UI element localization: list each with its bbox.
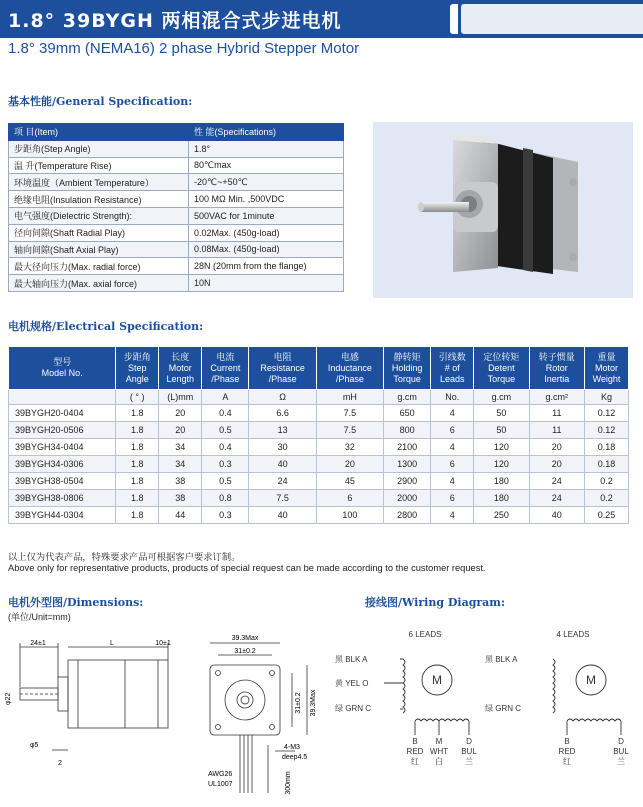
value-cell: 40 bbox=[529, 507, 584, 524]
dim-phi22: φ22 bbox=[5, 692, 12, 705]
unit-cell: (L)mm bbox=[159, 390, 202, 405]
four-lead-d-cn: 兰 bbox=[617, 757, 625, 766]
four-lead-a: 黑 BLK A bbox=[485, 655, 518, 664]
general-spec-heading: 基本性能/General Specification: bbox=[8, 95, 193, 108]
dim-2: 2 bbox=[58, 760, 62, 767]
electrical-column-header bbox=[9, 347, 116, 390]
table-row bbox=[9, 490, 629, 507]
value-cell: 0.8 bbox=[202, 490, 249, 507]
model-cell: 39BYGH20-0404 bbox=[9, 405, 116, 422]
value-cell: 2900 bbox=[383, 473, 431, 490]
six-lead-c: 绿 GRN C bbox=[335, 704, 371, 713]
header-line: 定位转矩 bbox=[483, 351, 520, 362]
value-cell: 34 bbox=[159, 456, 202, 473]
value-cell: 32 bbox=[316, 439, 383, 456]
header-line: Leads bbox=[440, 373, 465, 384]
four-lead-c: 绿 GRN C bbox=[485, 704, 521, 713]
spec-value-cell: 0.02Max. (450g-load) bbox=[189, 224, 344, 241]
model-cell: 39BYGH20-0506 bbox=[9, 422, 116, 439]
table-row bbox=[9, 439, 629, 456]
spec-item-cell: 环境温度（Ambient Temperature） bbox=[9, 174, 189, 191]
electrical-column-header bbox=[202, 347, 249, 390]
value-cell: 800 bbox=[383, 422, 431, 439]
header-line: Detent bbox=[488, 362, 515, 373]
header-line: 型号 bbox=[53, 357, 72, 367]
spec-item-cell: 电气强度(Dielectric Strength): bbox=[9, 207, 189, 224]
unit-cell: A bbox=[202, 390, 249, 405]
general-spec-row bbox=[9, 258, 344, 275]
general-spec-row bbox=[9, 157, 344, 174]
value-cell: 1.8 bbox=[116, 490, 159, 507]
value-cell: 24 bbox=[529, 473, 584, 490]
value-cell: 6 bbox=[431, 456, 474, 473]
table-row bbox=[9, 507, 629, 524]
value-cell: 1.8 bbox=[116, 422, 159, 439]
value-cell: 0.12 bbox=[585, 405, 629, 422]
header-line: Length bbox=[166, 373, 194, 384]
six-lead-d-cn: 兰 bbox=[465, 757, 473, 766]
value-cell: 2800 bbox=[383, 507, 431, 524]
spec-value-cell: 10N bbox=[189, 275, 344, 292]
spec-value-cell: 80℃max bbox=[189, 157, 344, 174]
note-cn: 以上仅为代表产品，特殊要求产品可根据客户要求订制。 bbox=[8, 552, 241, 562]
value-cell: 45 bbox=[316, 473, 383, 490]
electrical-spec-table bbox=[8, 346, 629, 524]
electrical-column-header bbox=[585, 347, 629, 390]
four-lead-d-letter: D bbox=[618, 737, 624, 746]
header-line: # of bbox=[444, 362, 460, 373]
unit-cell: g.cm² bbox=[529, 390, 584, 405]
general-spec-row bbox=[9, 224, 344, 241]
value-cell: 34 bbox=[159, 439, 202, 456]
spec-value-cell: 1.8° bbox=[189, 140, 344, 157]
header-line: Motor bbox=[168, 362, 192, 373]
units-row bbox=[9, 390, 629, 405]
value-cell: 0.2 bbox=[585, 473, 629, 490]
six-lead-d-letter: D bbox=[466, 737, 472, 746]
value-cell: 0.18 bbox=[585, 456, 629, 473]
value-cell: 1.8 bbox=[116, 507, 159, 524]
value-cell: 1300 bbox=[383, 456, 431, 473]
unit-cell: ( ° ) bbox=[116, 390, 159, 405]
value-cell: 0.3 bbox=[202, 507, 249, 524]
four-motor-symbol: M bbox=[586, 673, 596, 687]
value-cell: 180 bbox=[474, 473, 529, 490]
dim-lead-length: 300mm bbox=[285, 771, 292, 795]
header-line: 静转矩 bbox=[393, 351, 421, 362]
electrical-column-header bbox=[316, 347, 383, 390]
header-line: 电阻 bbox=[273, 351, 292, 362]
title-banner bbox=[0, 0, 643, 38]
header-line: Step bbox=[127, 362, 147, 373]
value-cell: 180 bbox=[474, 490, 529, 507]
six-lead-b-cn: 红 bbox=[411, 757, 419, 766]
four-leads-title: 4 LEADS bbox=[556, 630, 590, 639]
header-line: Model No. bbox=[41, 368, 83, 378]
header-line: Weight bbox=[592, 373, 621, 384]
value-cell: 1.8 bbox=[116, 439, 159, 456]
dim-ul: UL1007 bbox=[208, 781, 233, 788]
four-lead-b-cn: 红 bbox=[563, 757, 571, 766]
unit-cell: Ω bbox=[249, 390, 317, 405]
value-cell: 1.8 bbox=[116, 456, 159, 473]
dim-phi5: φ5 bbox=[30, 742, 39, 749]
electrical-column-header bbox=[474, 347, 529, 390]
four-lead-d-color: BUL bbox=[613, 747, 629, 756]
value-cell: 44 bbox=[159, 507, 202, 524]
value-cell: 0.4 bbox=[202, 439, 249, 456]
motor-photo bbox=[373, 122, 633, 298]
banner-tab-panel bbox=[461, 4, 643, 34]
value-cell: 6 bbox=[316, 490, 383, 507]
value-cell: 0.5 bbox=[202, 422, 249, 439]
general-spec-header-row bbox=[9, 124, 344, 141]
value-cell: 250 bbox=[474, 507, 529, 524]
value-cell: 24 bbox=[529, 490, 584, 507]
spec-value-cell: 性 能(Specifications) bbox=[189, 124, 344, 141]
header-line: 电感 bbox=[340, 351, 359, 362]
value-cell: 40 bbox=[249, 456, 317, 473]
general-spec-row bbox=[9, 275, 344, 292]
six-lead-b-letter: B bbox=[412, 737, 418, 746]
model-cell: 39BYGH34-0404 bbox=[9, 439, 116, 456]
value-cell: 2000 bbox=[383, 490, 431, 507]
value-cell: 6 bbox=[431, 490, 474, 507]
spec-item-cell: 径向间隙(Shaft Radial Play) bbox=[9, 224, 189, 241]
general-spec-row bbox=[9, 207, 344, 224]
dim-width-max: 39.3Max bbox=[231, 635, 259, 642]
header-line: /Phase bbox=[335, 373, 364, 384]
header-line: Angle bbox=[125, 373, 149, 384]
wiring-heading: 接线图/Wiring Diagram: bbox=[365, 596, 506, 609]
value-cell: 24 bbox=[249, 473, 317, 490]
value-cell: 20 bbox=[159, 422, 202, 439]
header-line: Inertia bbox=[544, 373, 570, 384]
six-lead-m-cn: 白 bbox=[435, 757, 443, 766]
spec-item-cell: 最大轴向压力(Max. axial force) bbox=[9, 275, 189, 292]
spec-value-cell: 0.08Max. (450g-load) bbox=[189, 241, 344, 258]
value-cell: 4 bbox=[431, 473, 474, 490]
electrical-column-header bbox=[431, 347, 474, 390]
value-cell: 0.4 bbox=[202, 405, 249, 422]
stepper-motor-illustration bbox=[373, 122, 633, 298]
dim-24: 24±1 bbox=[30, 640, 46, 647]
header-line: Rotor bbox=[545, 362, 568, 373]
six-lead-d-color: BUL bbox=[461, 747, 477, 756]
table-row bbox=[9, 405, 629, 422]
dimensions-heading: 电机外型图/Dimensions: bbox=[8, 596, 144, 609]
header-line: 引线数 bbox=[438, 351, 466, 362]
banner-tab-decoration bbox=[450, 4, 458, 34]
value-cell: 4 bbox=[431, 405, 474, 422]
value-cell: 0.25 bbox=[585, 507, 629, 524]
header-line: Inductance bbox=[327, 362, 372, 373]
model-cell: 39BYGH38-0504 bbox=[9, 473, 116, 490]
header-line: Resistance bbox=[260, 362, 305, 373]
electrical-spec-heading: 电机规格/Electrical Specification: bbox=[8, 320, 204, 333]
unit-cell: No. bbox=[431, 390, 474, 405]
dim-m3: 4-M3 bbox=[284, 744, 300, 751]
page-title: 1.8° 39BYGH 两相混合式步进电机 bbox=[8, 10, 342, 32]
value-cell: 120 bbox=[474, 456, 529, 473]
model-cell: 39BYGH34-0306 bbox=[9, 456, 116, 473]
general-spec-table bbox=[8, 123, 344, 292]
spec-value-cell: 500VAC for 1minute bbox=[189, 207, 344, 224]
header-line: Holding bbox=[391, 362, 423, 373]
header-line: /Phase bbox=[211, 373, 240, 384]
six-lead-b-color: RED bbox=[406, 747, 424, 756]
unit-label: (单位/Unit=mm) bbox=[8, 612, 71, 622]
value-cell: 7.5 bbox=[316, 422, 383, 439]
spec-value-cell: -20℃~+50℃ bbox=[189, 174, 344, 191]
model-cell: 39BYGH44-0304 bbox=[9, 507, 116, 524]
six-leads-title: 6 LEADS bbox=[408, 630, 442, 639]
six-lead-m-letter: M bbox=[435, 737, 443, 746]
value-cell: 120 bbox=[474, 439, 529, 456]
value-cell: 50 bbox=[474, 422, 529, 439]
dim-hole-spacing: 31±0.2 bbox=[234, 648, 256, 655]
electrical-column-header bbox=[529, 347, 584, 390]
header-line: Current bbox=[210, 362, 241, 373]
spec-item-cell: 项 目(Item) bbox=[9, 124, 189, 141]
spec-item-cell: 绝缘电阻(Insulation Resistance) bbox=[9, 191, 189, 208]
header-line: Torque bbox=[487, 373, 516, 384]
value-cell: 20 bbox=[159, 405, 202, 422]
spec-item-cell: 最大径向压力(Max. radial force) bbox=[9, 258, 189, 275]
general-spec-row bbox=[9, 191, 344, 208]
value-cell: 20 bbox=[316, 456, 383, 473]
four-lead-b-letter: B bbox=[564, 737, 570, 746]
general-spec-row bbox=[9, 174, 344, 191]
table-row bbox=[9, 422, 629, 439]
unit-cell bbox=[9, 390, 116, 405]
value-cell: 11 bbox=[529, 422, 584, 439]
value-cell: 40 bbox=[249, 507, 317, 524]
value-cell: 7.5 bbox=[316, 405, 383, 422]
header-line: 电流 bbox=[216, 351, 235, 362]
electrical-column-header bbox=[383, 347, 431, 390]
electrical-column-header bbox=[249, 347, 317, 390]
page-subtitle: 1.8° 39mm (NEMA16) 2 phase Hybrid Stepper Motor bbox=[8, 40, 360, 57]
general-spec-row bbox=[9, 241, 344, 258]
dim-height-max: 39.3Max bbox=[310, 689, 317, 717]
unit-cell: Kg bbox=[585, 390, 629, 405]
value-cell: 13 bbox=[249, 422, 317, 439]
four-lead-b-color: RED bbox=[558, 747, 576, 756]
value-cell: 100 bbox=[316, 507, 383, 524]
table-row bbox=[9, 456, 629, 473]
spec-item-cell: 轴向间隙(Shaft Axial Play) bbox=[9, 241, 189, 258]
value-cell: 4 bbox=[431, 439, 474, 456]
electrical-column-header bbox=[116, 347, 159, 390]
value-cell: 6.6 bbox=[249, 405, 317, 422]
general-spec-row bbox=[9, 140, 344, 157]
header-line: 步距角 bbox=[123, 351, 151, 362]
value-cell: 0.18 bbox=[585, 439, 629, 456]
header-line: Torque bbox=[393, 373, 421, 384]
dim-length: L bbox=[110, 640, 114, 647]
value-cell: 38 bbox=[159, 490, 202, 507]
header-line: /Phase bbox=[268, 373, 297, 384]
table-row bbox=[9, 473, 629, 490]
value-cell: 1.8 bbox=[116, 473, 159, 490]
value-cell: 4 bbox=[431, 507, 474, 524]
value-cell: 50 bbox=[474, 405, 529, 422]
value-cell: 0.2 bbox=[585, 490, 629, 507]
spec-value-cell: 28N (20mm from the flange) bbox=[189, 258, 344, 275]
model-cell: 39BYGH38-0806 bbox=[9, 490, 116, 507]
spec-item-cell: 步距角(Step Angle) bbox=[9, 140, 189, 157]
value-cell: 38 bbox=[159, 473, 202, 490]
dim-awg: AWG26 bbox=[208, 771, 233, 778]
unit-cell: mH bbox=[316, 390, 383, 405]
unit-cell: g.cm bbox=[383, 390, 431, 405]
six-lead-a: 黑 BLK A bbox=[335, 655, 368, 664]
six-lead-m-color: WHT bbox=[429, 747, 449, 756]
wiring-svg bbox=[335, 625, 635, 775]
value-cell: 20 bbox=[529, 439, 584, 456]
dimension-svg bbox=[0, 625, 350, 805]
dim-10: 10±1 bbox=[155, 640, 171, 647]
dim-deep: deep4.5 bbox=[282, 754, 308, 761]
unit-cell: g.cm bbox=[474, 390, 529, 405]
value-cell: 0.5 bbox=[202, 473, 249, 490]
six-lead-o: 黄 YEL O bbox=[335, 679, 369, 688]
value-cell: 20 bbox=[529, 456, 584, 473]
value-cell: 2100 bbox=[383, 439, 431, 456]
header-line: 转子惯量 bbox=[538, 351, 575, 362]
value-cell: 30 bbox=[249, 439, 317, 456]
electrical-column-header bbox=[159, 347, 202, 390]
dim-hole-spacing-v: 31±0.2 bbox=[295, 692, 302, 714]
value-cell: 6 bbox=[431, 422, 474, 439]
value-cell: 0.3 bbox=[202, 456, 249, 473]
value-cell: 650 bbox=[383, 405, 431, 422]
note-en: Above only for representative products, products of special request can be made according to the customer request. bbox=[8, 563, 486, 573]
value-cell: 1.8 bbox=[116, 405, 159, 422]
header-line: 重量 bbox=[597, 351, 616, 362]
spec-value-cell: 100 MΩ Min. ,500VDC bbox=[189, 191, 344, 208]
six-motor-symbol: M bbox=[432, 673, 442, 687]
header-line: 长度 bbox=[171, 351, 190, 362]
value-cell: 11 bbox=[529, 405, 584, 422]
spec-item-cell: 温 升(Temperature Rise) bbox=[9, 157, 189, 174]
value-cell: 0.12 bbox=[585, 422, 629, 439]
header-line: Motor bbox=[595, 362, 619, 373]
value-cell: 7.5 bbox=[249, 490, 317, 507]
